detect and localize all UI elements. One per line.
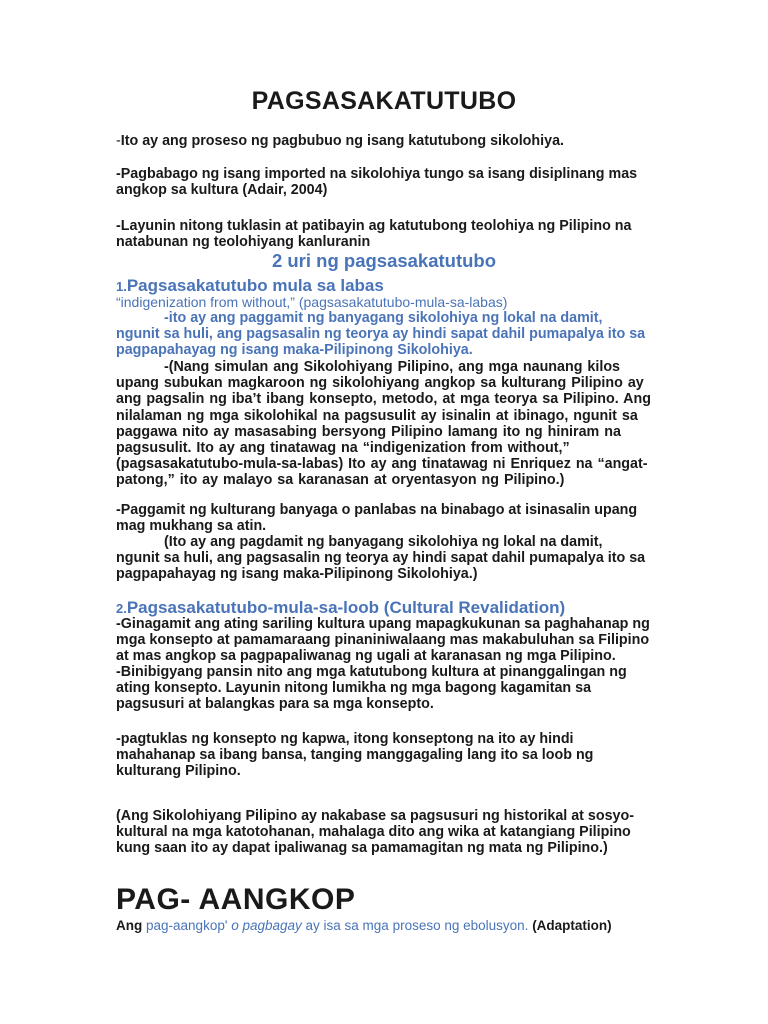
section1-number: 1. <box>116 279 127 294</box>
section1-paren-paragraph <box>116 534 656 583</box>
section2-paragraph-2: -Binibigyang pansin nito ang mga katutubong kultura at pinanggalingan ng ating konsepto. Layunin nitong lumikha ng mga bagong kagamitan sa pagsusuri at balangkas para sa mga konsepto. <box>116 664 627 713</box>
section1-para-rest: upang subukan magkaroon ng sikolohiyang angkop sa kulturang Pilipino ay ang pagsalin ng iba’t ibang konsepto, metodo, at mga teorya sa Pilipino. Ang nilalaman ng mga sikolohikal na pagsusulit ay isinalin at ibinago, ngunit sa paggawa nito ay masasabing bersyong Pilipino lamang ito ng hiniram na pagsusulit. Ito ay ang tinatawag na “indigenization from without,” (pagsasakatutubo-mula-sa-labas) Ito ay ang tinatawag ni Enriquez na “angat-patong,” ito ay malayo sa karanasan at oryentasyon ng Pilipino.) <box>116 375 651 489</box>
intro-paragraph-3: -Layunin nitong tuklasin at patibayin ag katutubong teolohiya ng Pilipino na natabunan ng teolohiyang kanluranin <box>116 218 632 251</box>
section1-description <box>116 310 656 359</box>
section2-heading-text: Pagsasakatutubo-mula-sa-loob (Cultural Revalidation) <box>126 598 566 617</box>
section2-number: 2. <box>116 601 127 616</box>
pag-aangkop-line <box>116 918 612 934</box>
ang-word: Ang <box>116 918 143 933</box>
section1-paren-first-line: (Ito ay ang pagdamit ng banyagang sikolohiya ng lokal na damit, <box>164 534 603 550</box>
intro-paragraph-1 <box>116 133 656 149</box>
section2-paragraph-1: -Ginagamit ang ating sariling kultura upang mapagkukunan sa paghahanap ng mga konsepto at pamamaraang pinaniniwalaang mas makabuluhan sa Filipino at mas angkop sa pagpapaliwanag ng ugali at karanasan ng mga Pilipino. <box>116 616 650 665</box>
section1-para-first-line: -(Nang simulan ang Sikolohiyang Pilipino, ang mga naunang kilos <box>164 359 621 375</box>
subtitle: 2 uri ng pagsasakatutubo <box>271 250 497 271</box>
section1-use-paragraph: -Paggamit ng kulturang banyaga o panlabas na binabago at isinasalin upang mag mukhang sa atin. <box>116 502 638 535</box>
page-title: PAGSASAKATUTUBO <box>251 87 517 115</box>
section1-desc-first-line: -ito ay ang paggamit ng banyagang sikolohiya ng lokal na damit, <box>164 310 603 326</box>
section1-quote-text: “indigenization from without,” (pagsasakatutubo-mula-sa-labas) <box>116 294 508 310</box>
section1-quote <box>116 294 656 310</box>
intro-dash: - <box>116 133 121 149</box>
section1-paren-rest: ngunit sa huli, ang pagsasalin ng teorya ay hindi sapat dahil pumapalya ito sa pagpapahayag ng isang maka-Pilipinong Sikolohiya.) <box>116 550 646 583</box>
pag-aangkop-definition: ay isa sa mga proseso ng ebolusyon. <box>305 918 529 933</box>
intro-paragraph-2: -Pagbabago ng isang imported na sikolohiya tungo sa isang disiplinang mas angkop sa kultura (Adair, 2004) <box>116 166 638 199</box>
pag-aangkop-heading: PAG- AANGKOP <box>116 883 356 916</box>
adaptation-label: (Adaptation) <box>532 918 612 933</box>
section2-paragraph-4: (Ang Sikolohiyang Pilipino ay nakabase sa pagsusuri ng historikal at sosyo-kultural na mga katotohanan, mahalaga dito ang wika at katangiang Pilipino kung saan ito ay dapat ipaliwanag sa pamamagitan ng mata ng Pilipino.) <box>116 808 634 857</box>
intro-text-1: Ito ay ang proseso ng pagbubuo ng isang katutubong sikolohiya. <box>120 133 564 149</box>
section1-paragraph <box>116 359 656 489</box>
pagbagay-term: o pagbagay <box>231 918 302 933</box>
section1-desc-rest: ngunit sa huli, ang pagsasalin ng teorya ay hindi sapat dahil pumapalya ito sa pagpapahayag ng isang maka-Pilipinong Sikolohiya. <box>116 326 646 359</box>
section1-heading-text: Pagsasakatutubo mula sa labas <box>126 276 384 295</box>
section2-paragraph-3: -pagtuklas ng konsepto ng kapwa, itong konseptong na ito ay hindi mahahanap sa ibang bansa, tanging manggagaling lang ito sa loob ng kulturang Pilipino. <box>116 731 594 780</box>
pag-aangkop-term: pag-aangkop' <box>146 918 228 933</box>
